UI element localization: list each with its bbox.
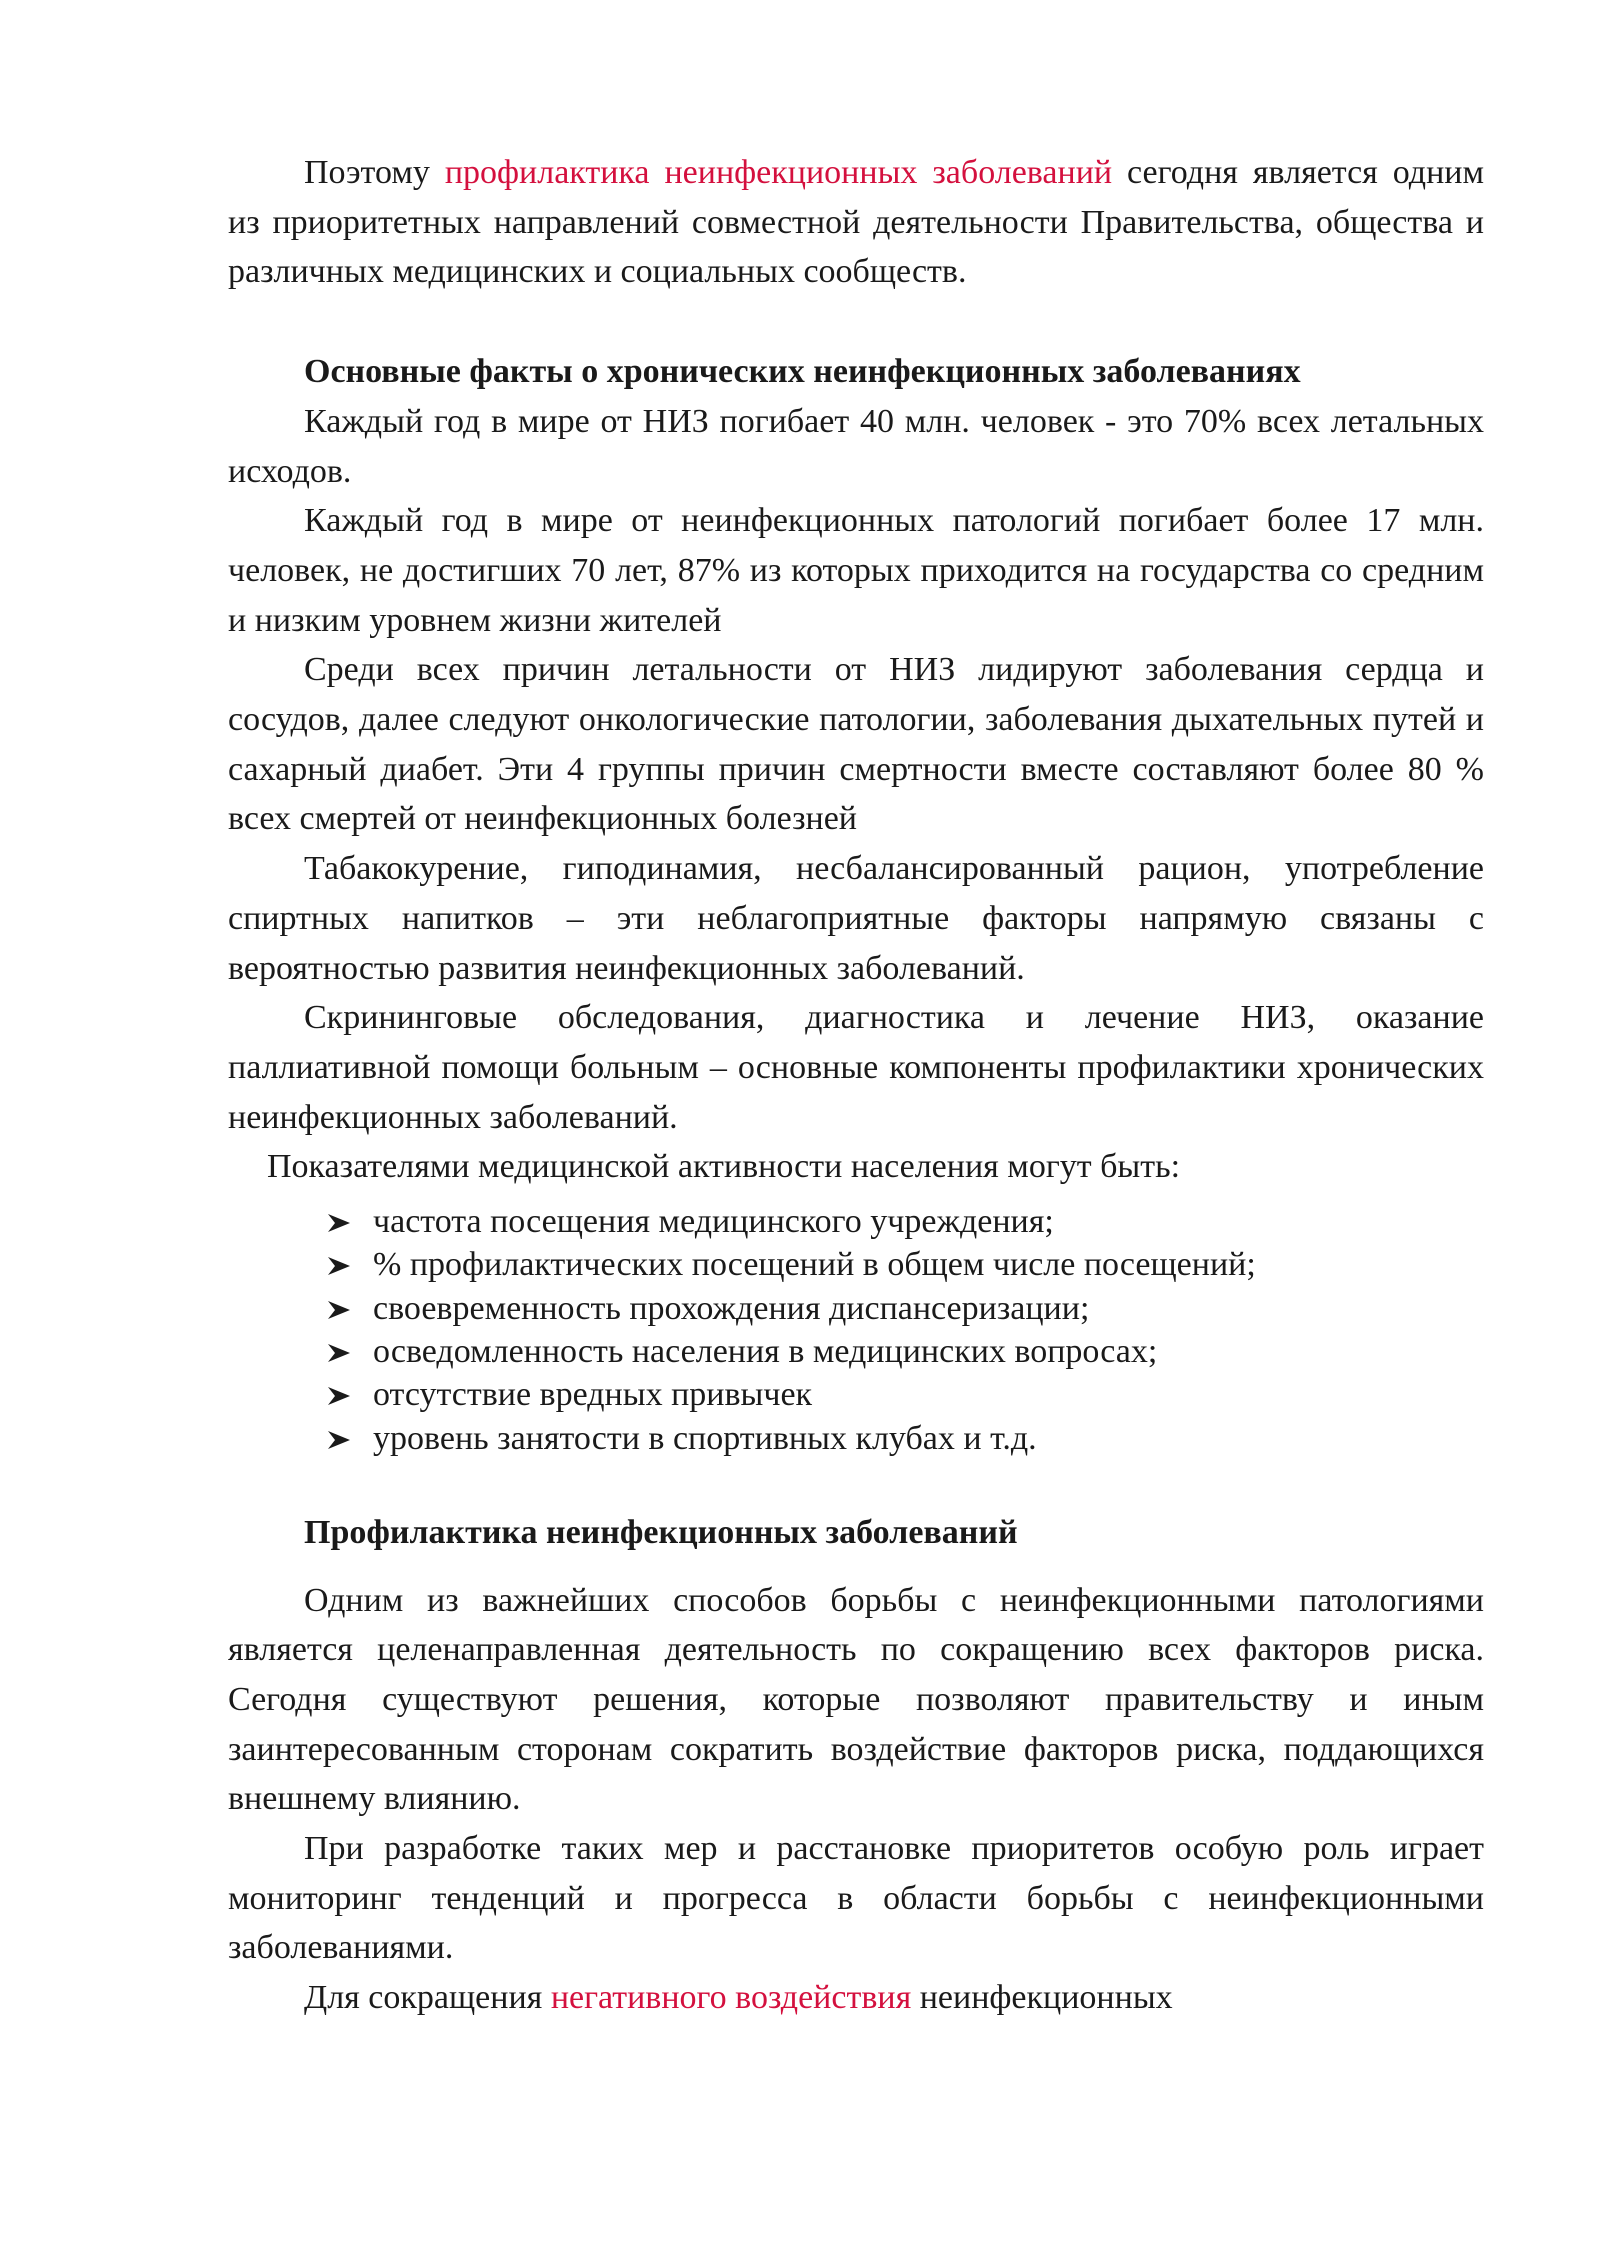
facts-paragraph-4: Табакокурение, гиподинамия, несбалансированный рацион, употребление спиртных напитков – эти неблагоприятные факторы напрямую связаны с вероятностью развития неинфекционных заболеваний. [228, 850, 1484, 987]
document-page [228, 148, 1484, 2023]
intro-after: сегодня является одним из приоритетных направлений совместной деятельности Правительства, общества и различных медицинских и социальных сообществ. [228, 154, 1484, 291]
facts-heading: Основные факты о хронических неинфекционных заболеваниях [304, 353, 1301, 391]
list-item [326, 1330, 1484, 1373]
list-item [326, 1373, 1484, 1416]
arrowhead-bullet-icon [326, 1243, 356, 1277]
prevention-paragraph-1: Одним из важнейших способов борьбы с неинфекционными патологиями является целенаправленная деятельность по сокращению всех факторов риска. Сегодня существуют решения, которые позволяют правительству и иным заинтересованным сторонам сократить воздействие факторов риска, поддающихся внешнему влиянию. [228, 1581, 1484, 1818]
list-item [326, 1417, 1484, 1460]
list-item [326, 1200, 1484, 1243]
indicators-lead: Показателями медицинской активности населения могут быть: [267, 1148, 1181, 1186]
intro-highlight: профилактика неинфекционных заболеваний [444, 154, 1113, 191]
arrowhead-bullet-icon [326, 1373, 356, 1407]
arrowhead-bullet-icon [326, 1200, 356, 1234]
facts-paragraph-3: Среди всех причин летальности от НИЗ лидируют заболевания сердца и сосудов, далее следуют онкологические патологии, заболевания дыхательных путей и сахарный диабет. Эти 4 группы причин смертности вместе составляют более 80 % всех смертей от неинфекционных болезней [228, 651, 1484, 838]
intro-paragraph [228, 148, 1484, 297]
prevention-heading: Профилактика неинфекционных заболеваний [304, 1513, 1018, 1551]
intro-before: Поэтому [304, 154, 445, 191]
arrowhead-bullet-icon [326, 1417, 356, 1451]
list-item-text: частота посещения медицинского учреждения; [373, 1203, 1054, 1241]
prevention-last-before: Для сокращения [304, 1979, 551, 2017]
prevention-paragraph-2: При разработке таких мер и расстановке приоритетов особую роль играет мониторинг тенденций и прогресса в области борьбы с неинфекционными заболеваниями. [228, 1830, 1484, 1967]
arrowhead-bullet-icon [326, 1287, 356, 1321]
prevention-last-after: неинфекционных [911, 1979, 1173, 2017]
list-item-text: % профилактических посещений в общем числе посещений; [373, 1246, 1256, 1284]
facts-paragraph-5: Скрининговые обследования, диагностика и лечение НИЗ, оказание паллиативной помощи больным – основные компоненты профилактики хронических неинфекционных заболеваний. [228, 999, 1484, 1136]
prevention-paragraph-3 [228, 1973, 1484, 2023]
list-item [326, 1243, 1484, 1286]
arrowhead-bullet-icon [326, 1330, 356, 1364]
list-item-text: отсутствие вредных привычек [373, 1376, 813, 1414]
list-item [326, 1287, 1484, 1330]
indicators-list [228, 1200, 1484, 1460]
list-item-text: осведомленность населения в медицинских вопросах; [373, 1332, 1158, 1370]
list-item-text: уровень занятости в спортивных клубах и т.д. [373, 1419, 1037, 1457]
list-item-text: своевременность прохождения диспансеризации; [373, 1289, 1090, 1327]
facts-paragraph-1: Каждый год в мире от НИЗ погибает 40 млн. человек - это 70% всех летальных исходов. [228, 402, 1484, 490]
facts-paragraph-2: Каждый год в мире от неинфекционных патологий погибает более 17 млн. человек, не достигших 70 лет, 87% из которых приходится на государства со средним и низким уровнем жизни жителей [228, 502, 1484, 639]
prevention-last-highlight: негативного воздействия [550, 1979, 912, 2017]
